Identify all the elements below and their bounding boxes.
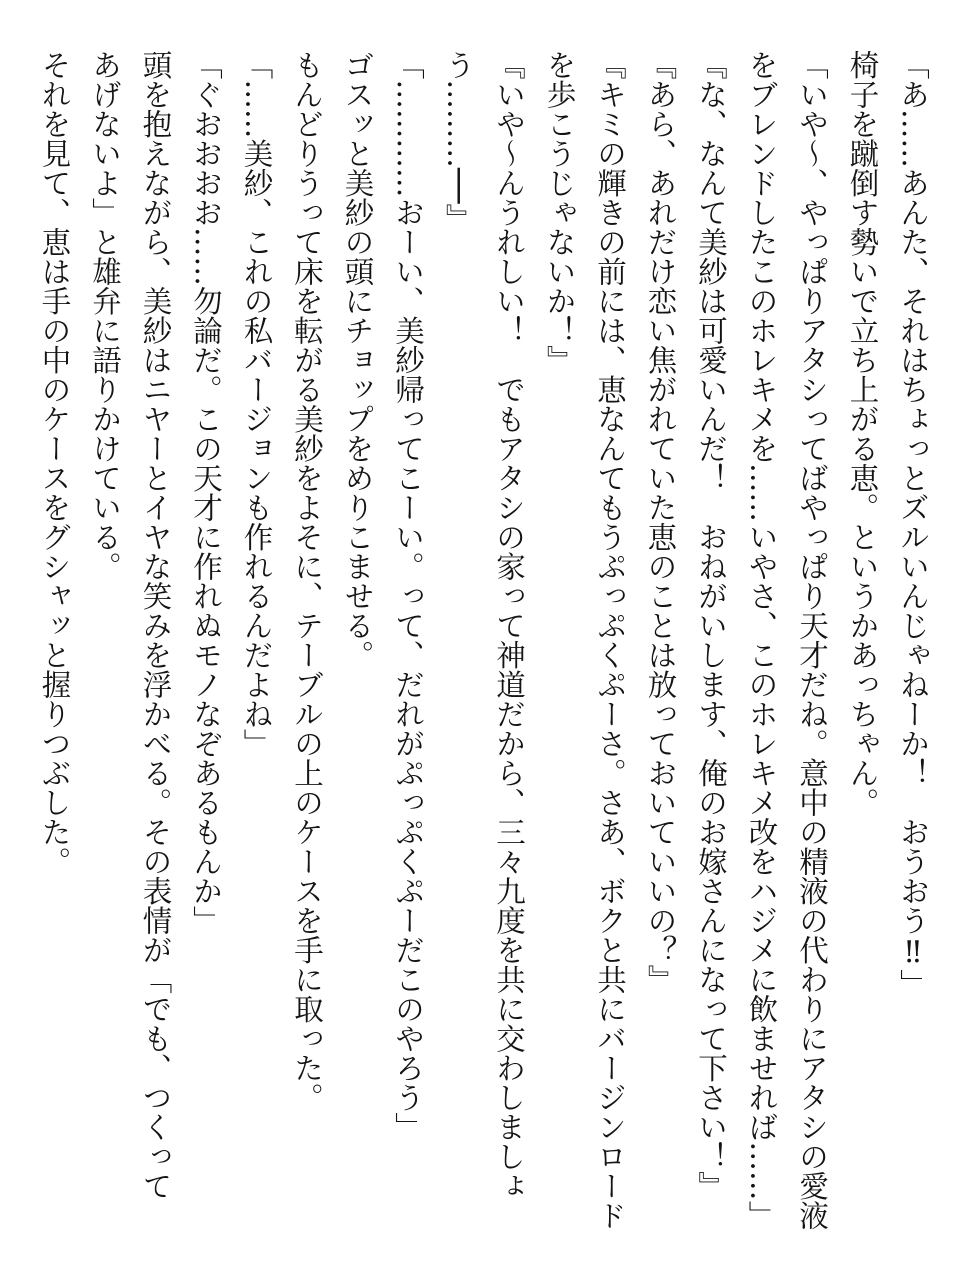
text-line: ゴスッと美紗の頭にチョップをめりこませる。 bbox=[340, 50, 375, 670]
text-line: 「あ……あんた、それはちょっとズルいんじゃねーか！ おうおう‼」 bbox=[896, 50, 930, 999]
text-line: 頭を抱えながら、美紗はニヤーとイヤな笑みを浮かべる。その表情が「でも、つくって bbox=[138, 50, 173, 1201]
text-line: 『な、なんて美紗は可愛いんだ！ おねがいします、俺のお嫁さんになって下さい！』 bbox=[694, 50, 728, 1201]
text-line: 「ぐおおおお……勿論だ。この天才に作れぬモノなぞあるもんか」 bbox=[189, 50, 223, 935]
text-line: う………──』 bbox=[441, 50, 476, 234]
text-line: をブレンドしたこのホレキメを……いやさ、このホレキメ改をハジメに飲ませれば……」 bbox=[744, 50, 779, 1230]
vertical-text-body bbox=[29, 50, 938, 1240]
text-line: それを見て、恵は手の中のケースをグシャッと握りつぶした。 bbox=[37, 50, 72, 876]
text-line: 「…………おーい、美紗帰ってこーい。って、だれがぷっぷくぷーだこのやろう」 bbox=[391, 50, 425, 1142]
text-line: あげないよ」と雄弁に語りかけている。 bbox=[88, 50, 122, 581]
text-line: 椅子を蹴倒す勢いで立ち上がる恵。というかあっちゃん。 bbox=[845, 50, 880, 817]
text-line: 『いや～んうれしい！ でもアタシの家って神道だから、三々九度を共に交わしましょ bbox=[492, 50, 526, 1201]
text-line: 「いや～、やっぱりアタシってばやっぱり天才だね。意中の精液の代わりにアタシの愛液 bbox=[795, 50, 829, 1230]
text-line: を歩こうじゃないか！』 bbox=[542, 50, 577, 375]
text-line: 『キミの輝きの前には、恵なんてもうぷっぷくぷーさ。さあ、ボクと共にバージンロード bbox=[593, 50, 627, 1230]
text-line: 「……美紗、これの私バージョンも作れるんだよね」 bbox=[239, 50, 274, 758]
text-line: もんどりうって床を転がる美紗をよそに、テーブルの上のケースを手に取った。 bbox=[290, 50, 324, 1112]
text-line: 『あら、あれだけ恋い焦がれていた恵のことは放っておいていいの？』 bbox=[643, 50, 678, 994]
